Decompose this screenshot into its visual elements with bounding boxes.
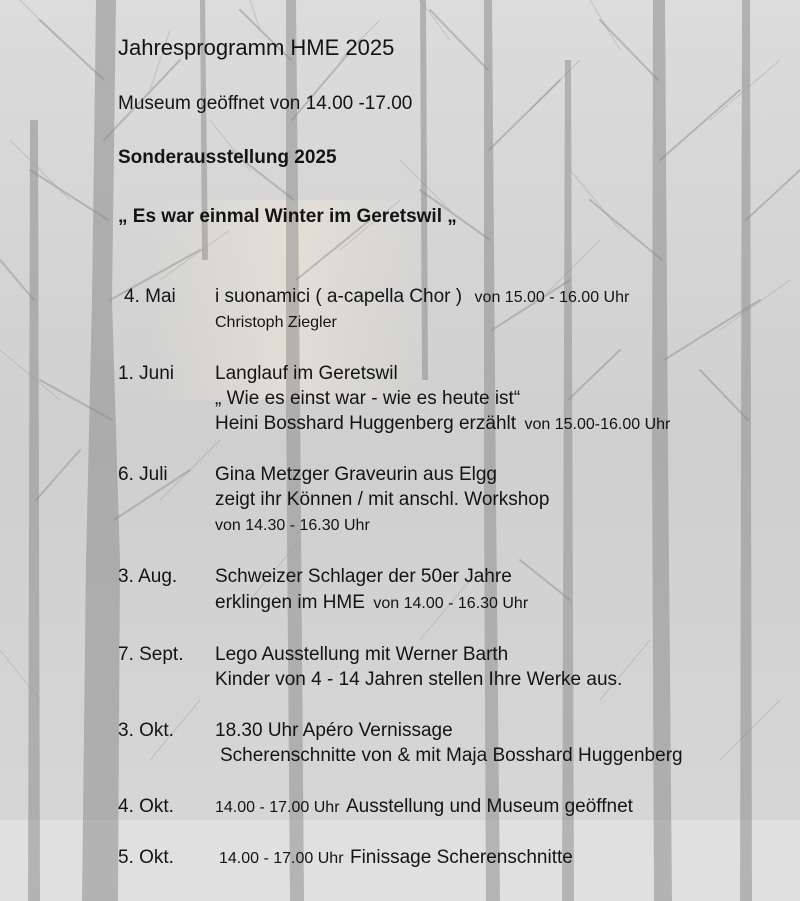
event-time: von 15.00 - 16.00 Uhr xyxy=(474,289,630,306)
event-time: 14.00 - 17.00 Uhr xyxy=(219,850,344,867)
event-line xyxy=(219,848,573,867)
event-line: Langlauf im Geretswil xyxy=(215,363,398,384)
event-line: Gina Metzger Graveurin aus Elgg xyxy=(215,464,497,485)
event-title: i suonamici ( a-capella Chor ) xyxy=(215,286,463,307)
event-line: Lego Ausstellung mit Werner Barth xyxy=(215,644,509,665)
event-line: „ Wie es einst war - wie es heute ist“ xyxy=(215,388,521,409)
exhibition-name: „ Es war einmal Winter im Geretswil „ xyxy=(118,206,457,227)
event-time: 14.00 - 17.00 Uhr xyxy=(215,799,340,816)
event-date: 4. Okt. xyxy=(118,796,174,817)
event-time: von 15.00-16.00 Uhr xyxy=(524,416,671,433)
event-date: 7. Sept. xyxy=(118,644,184,665)
event-title: erklingen im HME xyxy=(215,592,365,613)
event-date: 3. Okt. xyxy=(118,720,174,741)
event-line: Schweizer Schlager der 50er Jahre xyxy=(215,566,512,587)
event-title: Ausstellung und Museum geöffnet xyxy=(345,796,633,817)
event-line: Scherenschnitte von & mit Maja Bosshard Huggenberg xyxy=(220,745,683,766)
event-title: Heini Bosshard Huggenberg erzählt xyxy=(215,413,517,434)
event-date: 4. Mai xyxy=(124,286,176,307)
event-line: Kinder von 4 - 14 Jahren stellen Ihre Werke aus. xyxy=(215,669,623,690)
event-line xyxy=(215,797,633,816)
event-line: 18.30 Uhr Apéro Vernissage xyxy=(215,720,453,741)
event-time: von 14.30 - 16.30 Uhr xyxy=(215,517,370,534)
event-date: 5. Okt. xyxy=(118,847,174,868)
event-line xyxy=(215,593,528,612)
event-date: 6. Juli xyxy=(118,464,168,485)
event-date: 1. Juni xyxy=(118,363,174,384)
event-time: von 14.00 - 16.30 Uhr xyxy=(373,595,529,612)
event-title: Finissage Scherenschnitte xyxy=(349,847,573,868)
event-line: Christoph Ziegler xyxy=(215,314,337,331)
page-title: Jahresprogramm HME 2025 xyxy=(118,35,395,60)
exhibition-heading: Sonderausstellung 2025 xyxy=(118,147,337,168)
event-line xyxy=(215,414,670,433)
event-date: 3. Aug. xyxy=(118,566,178,587)
event-line: zeigt ihr Können / mit anschl. Workshop xyxy=(215,489,550,510)
event-line xyxy=(215,287,629,306)
opening-hours: Museum geöffnet von 14.00 -17.00 xyxy=(118,93,413,114)
